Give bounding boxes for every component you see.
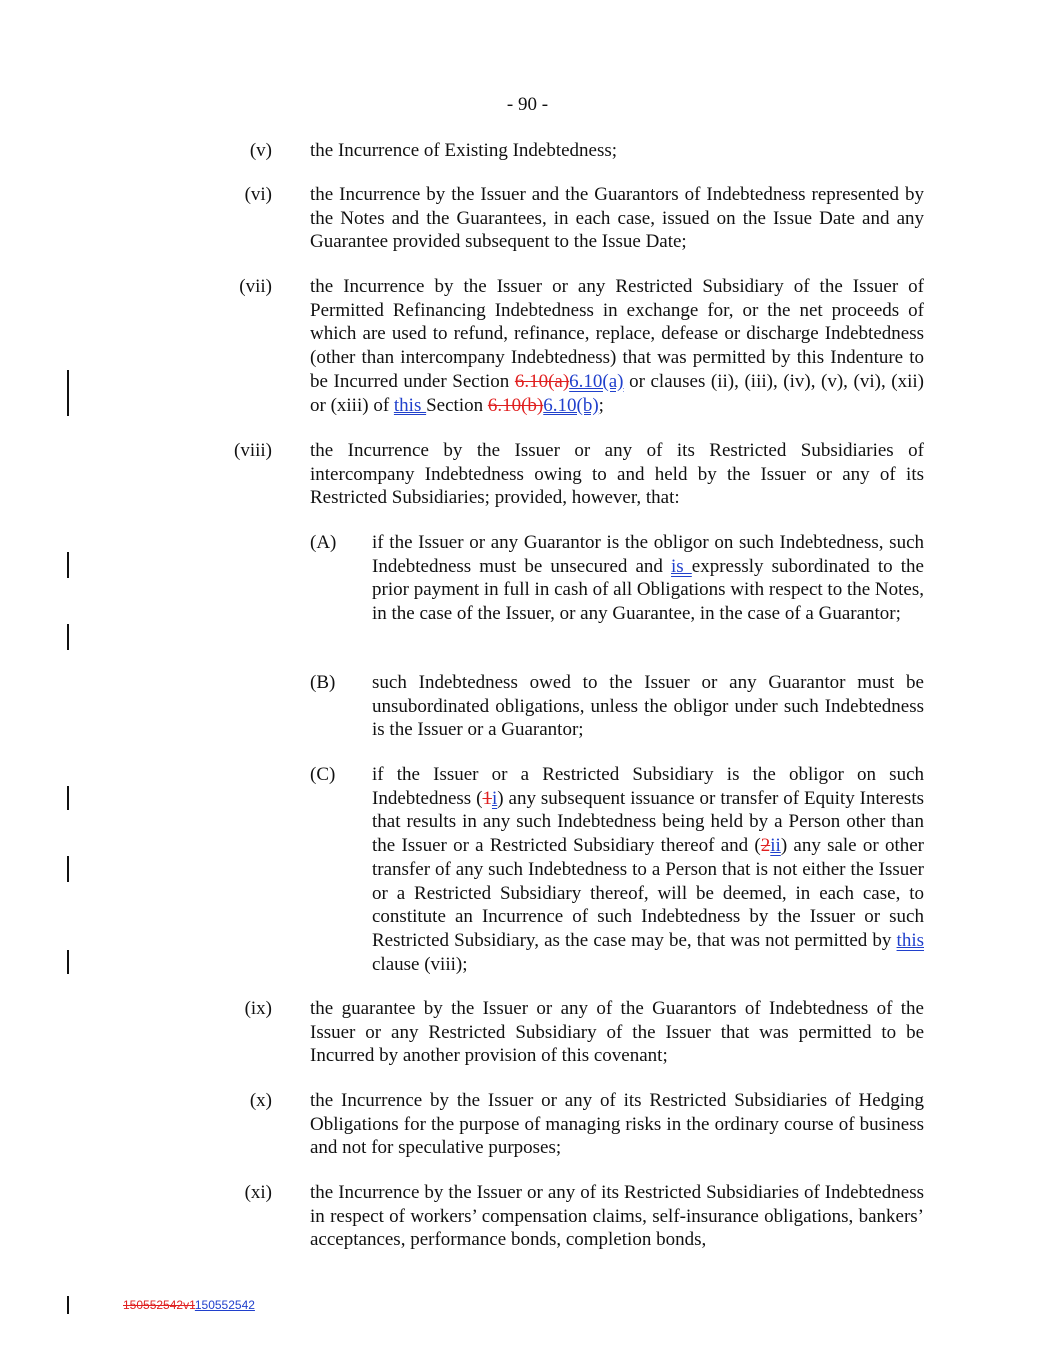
clause-label: (v): [249, 140, 272, 161]
clause-text: the Incurrence by the Issuer or any of its Restricted Subsidiaries of Hedging Obligations for the purpose of managing risks in the ordinary course of business and not for speculative purposes;: [310, 1090, 924, 1159]
inserted-text: is: [671, 555, 692, 577]
clause-label: (x): [249, 1090, 272, 1111]
deleted-text: 6.10(b): [487, 394, 544, 416]
inserted-doc-id: 150552542: [194, 1298, 255, 1312]
change-bar: [67, 624, 69, 650]
clause-text: the Incurrence by the Issuer or any of its Restricted Subsidiaries of intercompany Indebtedness owing to and held by the Issuer or any of its Restricted Subsidiaries; provided, however, that:: [310, 440, 924, 509]
subclause-label: (A): [310, 532, 337, 553]
deleted-doc-id: 150552542v1: [123, 1298, 195, 1312]
clause-label: (vi): [244, 184, 272, 205]
clause-text: the Incurrence of Existing Indebtedness;: [310, 140, 618, 161]
deleted-text: 2: [760, 835, 771, 857]
clause-text: the guarantee by the Issuer or any of the Guarantors of Indebtedness of the Issuer or any Restricted Subsidiary of the Issuer that was permitted to be Incurred by another provision of this covenant;: [310, 998, 924, 1067]
subclause-text: if the Issuer or a Restricted Subsidiary is the obligor on such Indebtedness (1i) any subsequent issuance or transfer of Equity Interests that results in any such Indebtedness being held by a Person other than the Issuer or a Restricted Subsidiary thereof and (2ii) any sale or other transfer of any such Indebtedness to a Person that is not either the Issuer or a Restricted Subsidiary thereof, will be deemed, in each case, to constitute an Incurrence of such Indebtedness by the Issuer or such Restricted Subsidiary, as the case may be, that was not permitted by this clause (viii);: [372, 764, 925, 975]
clause-label: (viii): [234, 440, 272, 461]
page-number: - 90 -: [506, 94, 549, 115]
inserted-text: 6.10(b): [543, 394, 599, 416]
clause-label: (ix): [244, 998, 272, 1019]
document-id-footer: [123, 1298, 255, 1312]
clause-label: (xi): [244, 1182, 272, 1203]
inserted-text: this: [896, 929, 924, 951]
deleted-text: 6.10(a): [514, 370, 570, 392]
change-bar: [67, 1296, 69, 1314]
change-bar: [67, 856, 69, 882]
clause-text: the Incurrence by the Issuer and the Guarantors of Indebtedness represented by the Notes and the Guarantees, in each case, issued on the Issue Date and any Guarantee provided subsequent to the Issue Date;: [310, 184, 924, 253]
change-bar: [67, 786, 69, 810]
clause-text: the Incurrence by the Issuer or any Restricted Subsidiary of the Issuer of Permitted Refinancing Indebtedness in exchange for, or the net proceeds of which are used to refund, refinance, replace, defease or discharge Indebtedness (other than intercompany Indebtedness) that was permitted by this Indenture to be Incurred under Section 6.10(a)6.10(a) or clauses (ii), (iii), (iv), (v), (vi), (xii) or (xiii) of this Section 6.10(b)6.10(b);: [310, 276, 924, 416]
change-bar: [67, 552, 69, 578]
clause-label: (vii): [239, 276, 272, 297]
subclause-label: (C): [310, 764, 336, 785]
change-bar: [67, 950, 69, 974]
clause-text: the Incurrence by the Issuer or any of its Restricted Subsidiaries of Indebtedness in respect of workers’ compensation claims, self-insurance obligations, bankers’ acceptances, performance bonds, completion bonds,: [310, 1182, 924, 1251]
inserted-text: ii: [770, 835, 781, 857]
subclause-text: if the Issuer or any Guarantor is the obligor on such Indebtedness, such Indebtedness must be unsecured and is expressly subordinated to the prior payment in full in cash of all Obligations with respect to the Notes, in the case of the Issuer, or any Guarantee, in the case of a Guarantor;: [372, 532, 924, 625]
subclause-text: such Indebtedness owed to the Issuer or any Guarantor must be unsubordinated obligations, unless the obligor under such Indebtedness is the Issuer or a Guarantor;: [372, 672, 924, 741]
inserted-text: this: [393, 394, 427, 416]
inserted-text: 6.10(a): [569, 370, 624, 392]
change-bar: [67, 370, 69, 416]
inserted-text: i: [491, 787, 498, 809]
subclause-label: (B): [310, 672, 336, 693]
deleted-text: 1: [482, 787, 492, 809]
